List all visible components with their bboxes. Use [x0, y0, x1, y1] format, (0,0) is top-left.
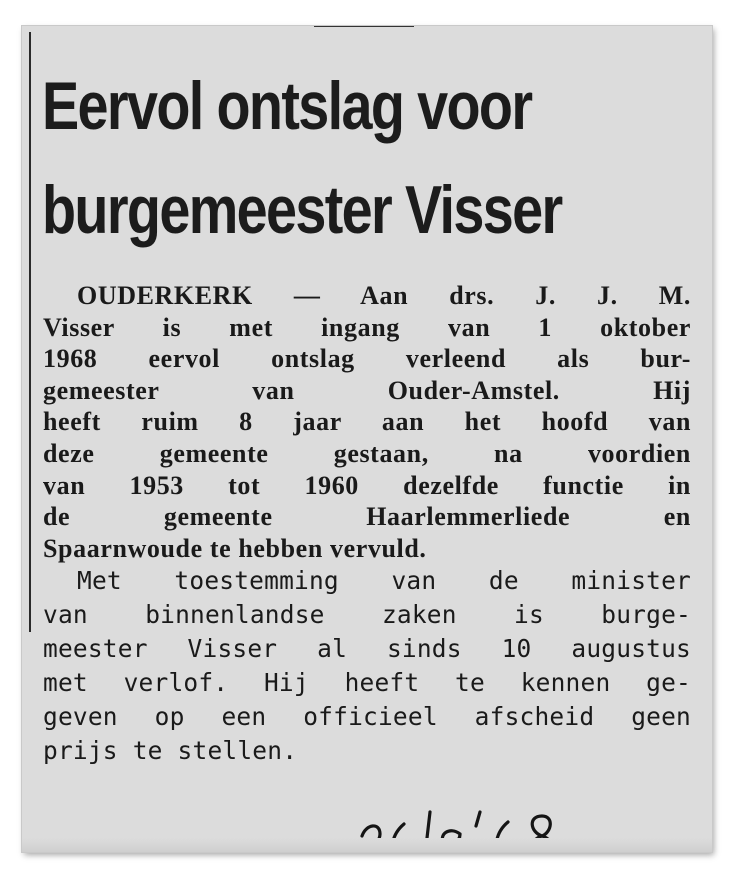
paragraph-1-line: deze gemeente gestaan, na voordien: [43, 438, 691, 468]
article-headline: [42, 54, 583, 262]
headline-line-2: burgemeester Visser: [42, 172, 562, 248]
paragraph-2-line: geven op een officieel afscheid geen: [43, 702, 691, 732]
article-paragraph-2: [43, 564, 691, 768]
paragraph-1-line: gemeester van Ouder-Amstel. Hij: [43, 375, 691, 405]
clipping-bottom-edge: [22, 838, 712, 852]
paragraph-1-line: 1968 eervol ontslag verleend als bur-: [43, 344, 691, 374]
paragraph-2-line: prijs te stellen.: [43, 736, 298, 766]
article-paragraph-1: [43, 280, 691, 564]
paragraph-1-line: de gemeente Haarlemmerliede en: [43, 502, 691, 532]
paragraph-1-line: Visser is met ingang van 1 oktober: [43, 312, 691, 342]
clipping-top-rule: [314, 26, 414, 27]
article-body: [43, 280, 691, 768]
paragraph-2-line: van binnenlandse zaken is burge-: [43, 600, 691, 630]
paragraph-2-line: met verlof. Hij heeft te kennen ge-: [43, 668, 691, 698]
paragraph-1-line: OUDERKERK — Aan drs. J. J. M.: [77, 281, 691, 310]
paragraph-1-line: heeft ruim 8 jaar aan het hoofd van: [43, 407, 691, 437]
paragraph-2-line: Met toestemming van de minister: [77, 566, 691, 596]
paragraph-1-line: van 1953 tot 1960 dezelfde functie in: [43, 470, 691, 500]
newspaper-clipping: [22, 26, 712, 852]
headline-line-1: Eervol ontslag voor: [42, 68, 532, 144]
column-left-rule: [29, 32, 31, 632]
paragraph-1-line: Spaarnwoude te hebben vervuld.: [43, 533, 427, 563]
paragraph-2-line: meester Visser al sinds 10 augustus: [43, 634, 691, 664]
